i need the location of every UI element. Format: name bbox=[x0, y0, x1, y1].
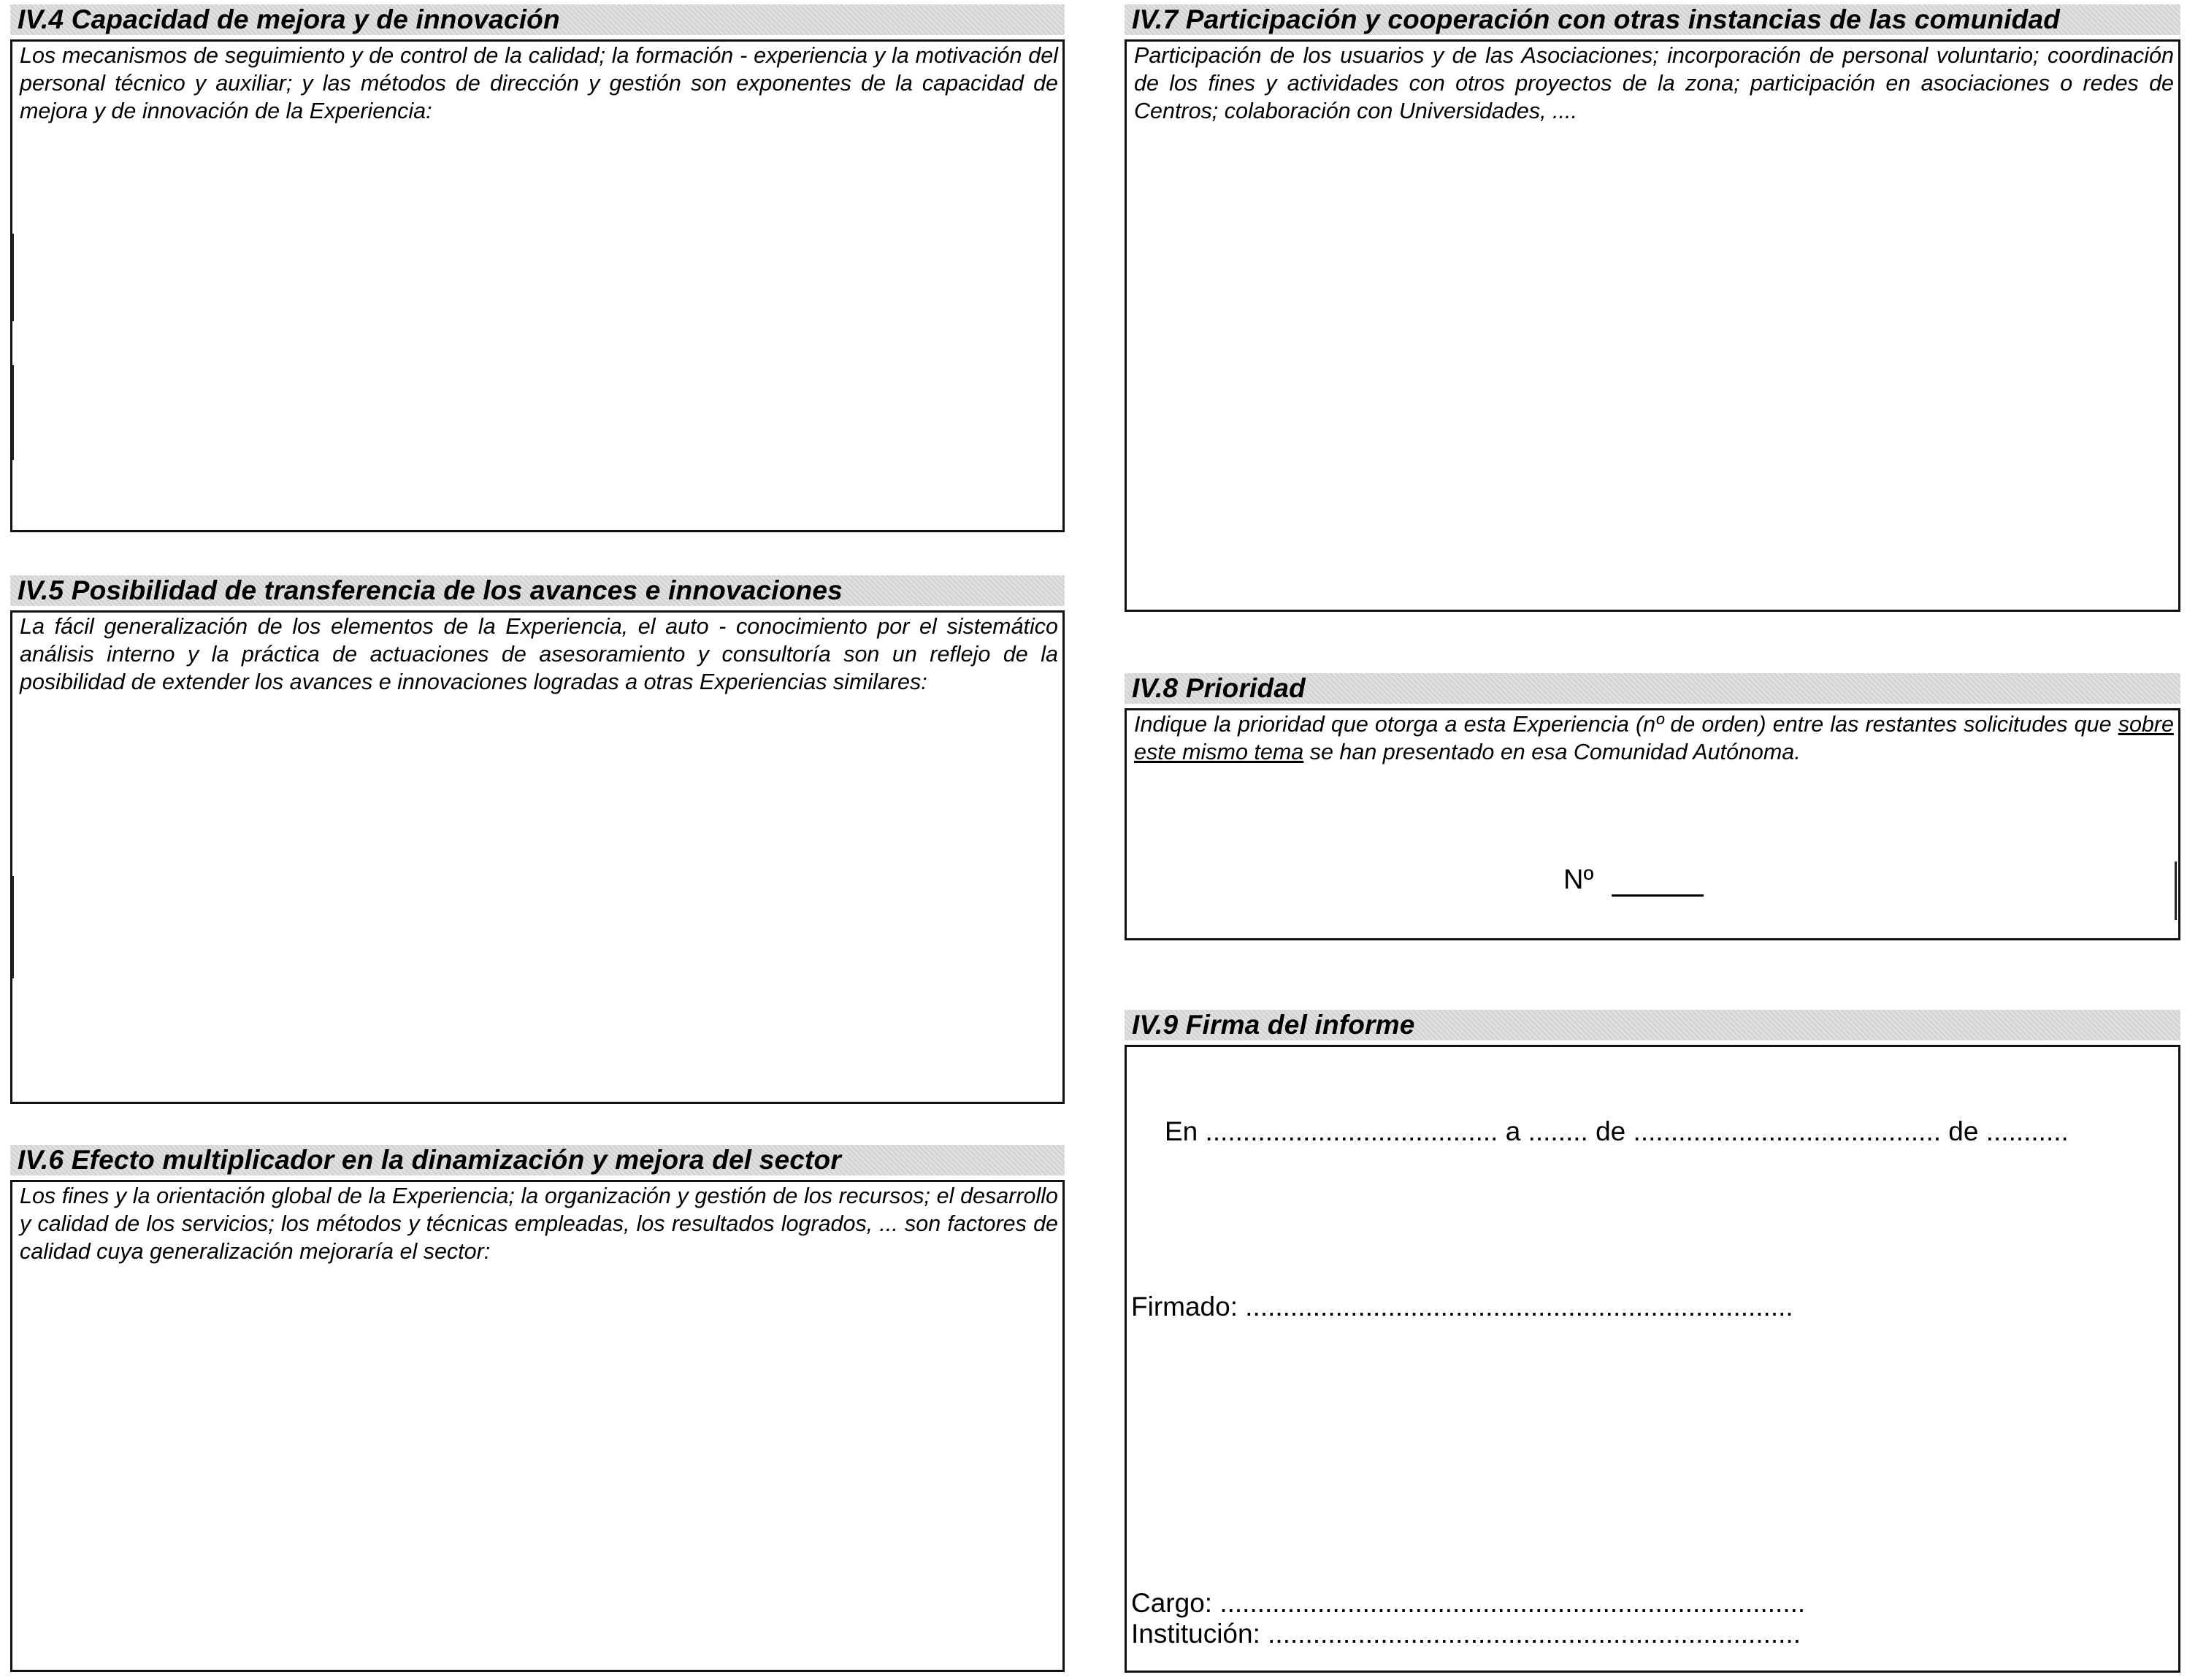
section-iv6-description: Los fines y la orientación global de la Experiencia; la organización y gestión de los recursos; el desarrollo y calidad de los servicios; los métodos y técnicas empleadas, los resultados logrados, ... son factores de calidad cuya generalización mejoraría el sector: bbox=[20, 1184, 1058, 1264]
signature-position-line[interactable]: Cargo: .............................................................................. bbox=[1131, 1588, 1806, 1618]
section-iv4-description: Los mecanismos de seguimiento y de control de la calidad; la formación - experiencia y la motivación del personal técnico y auxiliar; y las métodos de dirección y gestión son exponentes de la capacidad de mejora y de innovación de la Experiencia: bbox=[20, 43, 1058, 123]
scan-mark bbox=[12, 234, 14, 321]
section-iv5-description: La fácil generalización de los elementos de la Experiencia, el auto - conocimiento por el sistemático análisis interno y la práctica de actuaciones de asesoramiento y consultoría son un reflejo de la posibilidad de extender los avances e innovaciones logradas a otras Experiencias similares: bbox=[20, 614, 1058, 694]
section-iv4-title: IV.4 Capacidad de mejora y de innovación bbox=[10, 4, 1065, 35]
scan-mark bbox=[12, 365, 14, 460]
section-iv8-description-part2: se han presentado en esa Comunidad Autónoma. bbox=[1309, 740, 1801, 764]
section-iv7 bbox=[1125, 4, 2180, 612]
section-iv8-description-underlined: sobre este mismo tema bbox=[1134, 712, 2174, 764]
section-iv9 bbox=[1125, 1010, 2180, 1673]
section-iv4-box[interactable] bbox=[10, 39, 1065, 532]
section-iv8-box bbox=[1125, 708, 2180, 940]
scan-mark bbox=[12, 876, 14, 978]
section-iv6-title: IV.6 Efecto multiplicador en la dinamización y mejora del sector bbox=[10, 1145, 1065, 1175]
section-iv7-description: Participación de los usuarios y de las Asociaciones; incorporación de personal voluntario; coordinación de los fines y actividades con otros proyectos de la zona; participación en asociaciones o redes de Centros; colaboración con Universidades, .... bbox=[1134, 43, 2174, 123]
priority-number-field[interactable] bbox=[1612, 894, 1704, 897]
section-iv9-box bbox=[1125, 1045, 2180, 1673]
section-iv8 bbox=[1125, 673, 2180, 940]
section-iv9-title: IV.9 Firma del informe bbox=[1125, 1010, 2180, 1040]
section-iv6 bbox=[10, 1145, 1065, 1672]
scan-mark bbox=[2175, 862, 2177, 920]
signature-date-line[interactable]: En ....................................... a ........ de ......................................... de ........... bbox=[1165, 1116, 2069, 1146]
section-iv8-description bbox=[1127, 710, 2178, 766]
signature-signed-line[interactable]: Firmado: ......................................................................... bbox=[1131, 1292, 1793, 1322]
section-iv5-box[interactable] bbox=[10, 610, 1065, 1104]
section-iv6-box[interactable] bbox=[10, 1180, 1065, 1672]
section-iv8-title: IV.8 Prioridad bbox=[1125, 673, 2180, 704]
section-iv4 bbox=[10, 4, 1065, 532]
section-iv5 bbox=[10, 575, 1065, 1104]
priority-number-label: Nº bbox=[1563, 864, 1594, 895]
section-iv7-box[interactable] bbox=[1125, 39, 2180, 612]
signature-institution-line[interactable]: Institución: ....................................................................... bbox=[1131, 1619, 1801, 1649]
section-iv5-title: IV.5 Posibilidad de transferencia de los avances e innovaciones bbox=[10, 575, 1065, 606]
section-iv7-title: IV.7 Participación y cooperación con otras instancias de las comunidad bbox=[1125, 4, 2180, 35]
section-iv8-description-part1: Indique la prioridad que otorga a esta Experiencia (nº de orden) entre las restantes solicitudes que bbox=[1134, 712, 2112, 737]
